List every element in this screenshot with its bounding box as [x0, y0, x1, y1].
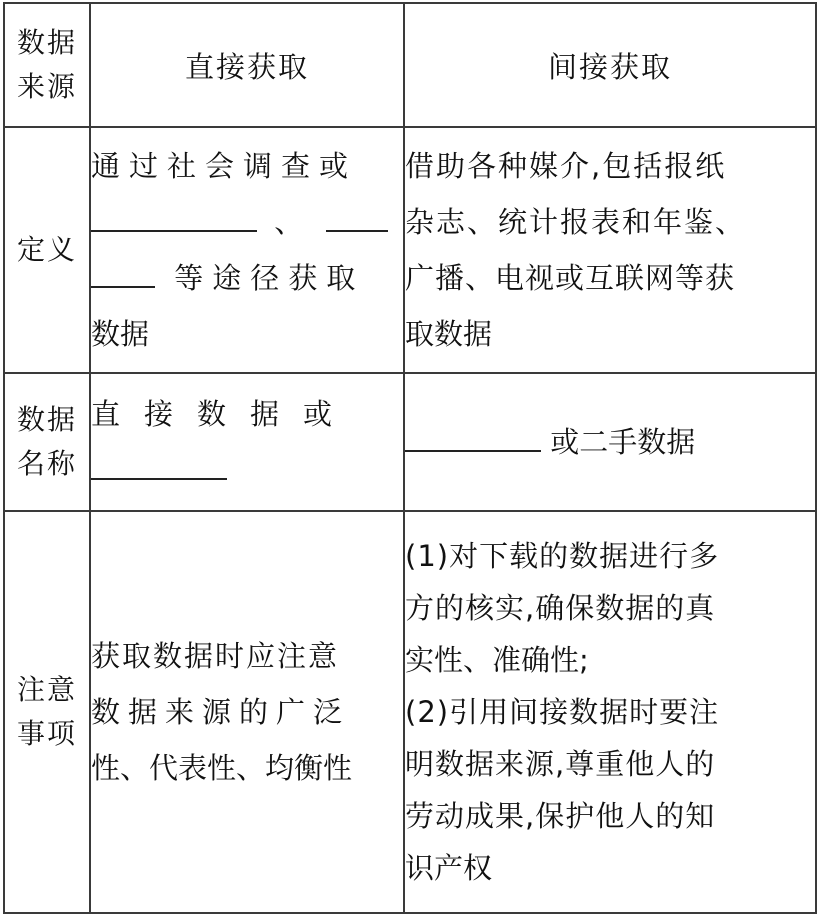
notes-direct-line-2: 数据来源的广泛: [91, 695, 351, 729]
indirect-column-header: 间接获取: [404, 3, 816, 127]
direct-column-header: 直接获取: [90, 3, 404, 127]
definition-indirect-line-3: 广播、电视或互联网等获: [405, 261, 736, 295]
fill-in-blank-2-part-1[interactable]: [326, 200, 388, 232]
notes-indirect-line-5: 明数据来源,尊重他人的: [405, 747, 716, 781]
notes-direct-cell: [90, 511, 404, 913]
definition-indirect-line-1: 借助各种媒介,包括报纸: [405, 149, 727, 183]
fill-in-blank-2-part-2[interactable]: [91, 256, 155, 288]
blank-separator: 、: [274, 205, 304, 239]
data-name-direct-text: 直接数据或: [91, 397, 357, 431]
definition-indirect-line-4: 取数据: [405, 317, 493, 351]
data-name-label-line-2: 名称: [16, 447, 77, 480]
data-name-direct-blank-line: [91, 442, 403, 498]
data-name-indirect-cell: [404, 373, 816, 511]
header-row: [4, 3, 816, 127]
corner-header-line-2: 来源: [16, 70, 77, 103]
notes-direct-line-3: 性、代表性、均衡性: [91, 751, 353, 785]
data-name-label-line-1: 数据: [16, 403, 77, 436]
data-name-indirect-line: [405, 414, 815, 470]
notes-indirect-line-4: (2)引用间接数据时要注: [405, 695, 720, 729]
data-name-indirect-text: 或二手数据: [550, 425, 696, 459]
data-source-table: [3, 2, 817, 914]
definition-direct-line-1: [91, 138, 403, 194]
definition-direct-text-3: 等途径获取: [174, 261, 365, 295]
notes-indirect-cell: [404, 511, 816, 913]
definition-direct-line-3: [91, 250, 403, 306]
corner-header-cell: [4, 3, 90, 127]
definition-indirect-cell: [404, 127, 816, 373]
notes-indirect-line-3: 实性、准确性;: [405, 643, 589, 677]
data-name-row: [4, 373, 816, 511]
definition-direct-text-1: 通过社会调查或: [91, 149, 358, 183]
definition-label: 定义: [4, 127, 90, 373]
corner-header-line-1: 数据: [16, 26, 77, 59]
data-name-label-cell: [4, 373, 90, 511]
notes-indirect-line-1: (1)对下载的数据进行多: [405, 539, 720, 573]
notes-indirect-line-6: 劳动成果,保护他人的知: [405, 799, 716, 833]
data-name-direct-cell: [90, 373, 404, 511]
definition-direct-line-4: 数据: [91, 317, 150, 351]
fill-in-blank-1[interactable]: [91, 200, 257, 232]
definition-row: [4, 127, 816, 373]
definition-direct-line-2: [91, 194, 403, 250]
notes-row: [4, 511, 816, 913]
fill-in-blank-3[interactable]: [91, 448, 227, 480]
fill-in-blank-4[interactable]: [405, 420, 541, 452]
definition-direct-cell: [90, 127, 404, 373]
notes-label-line-1: 注意: [16, 673, 77, 706]
notes-indirect-line-7: 识产权: [405, 851, 493, 885]
notes-label-line-2: 事项: [16, 717, 77, 750]
notes-label-cell: [4, 511, 90, 913]
notes-direct-line-1: 获取数据时应注意: [91, 639, 340, 673]
notes-indirect-line-2: 方的核实,确保数据的真: [405, 591, 716, 625]
definition-indirect-line-2: 杂志、统计报表和年鉴、: [405, 205, 747, 239]
